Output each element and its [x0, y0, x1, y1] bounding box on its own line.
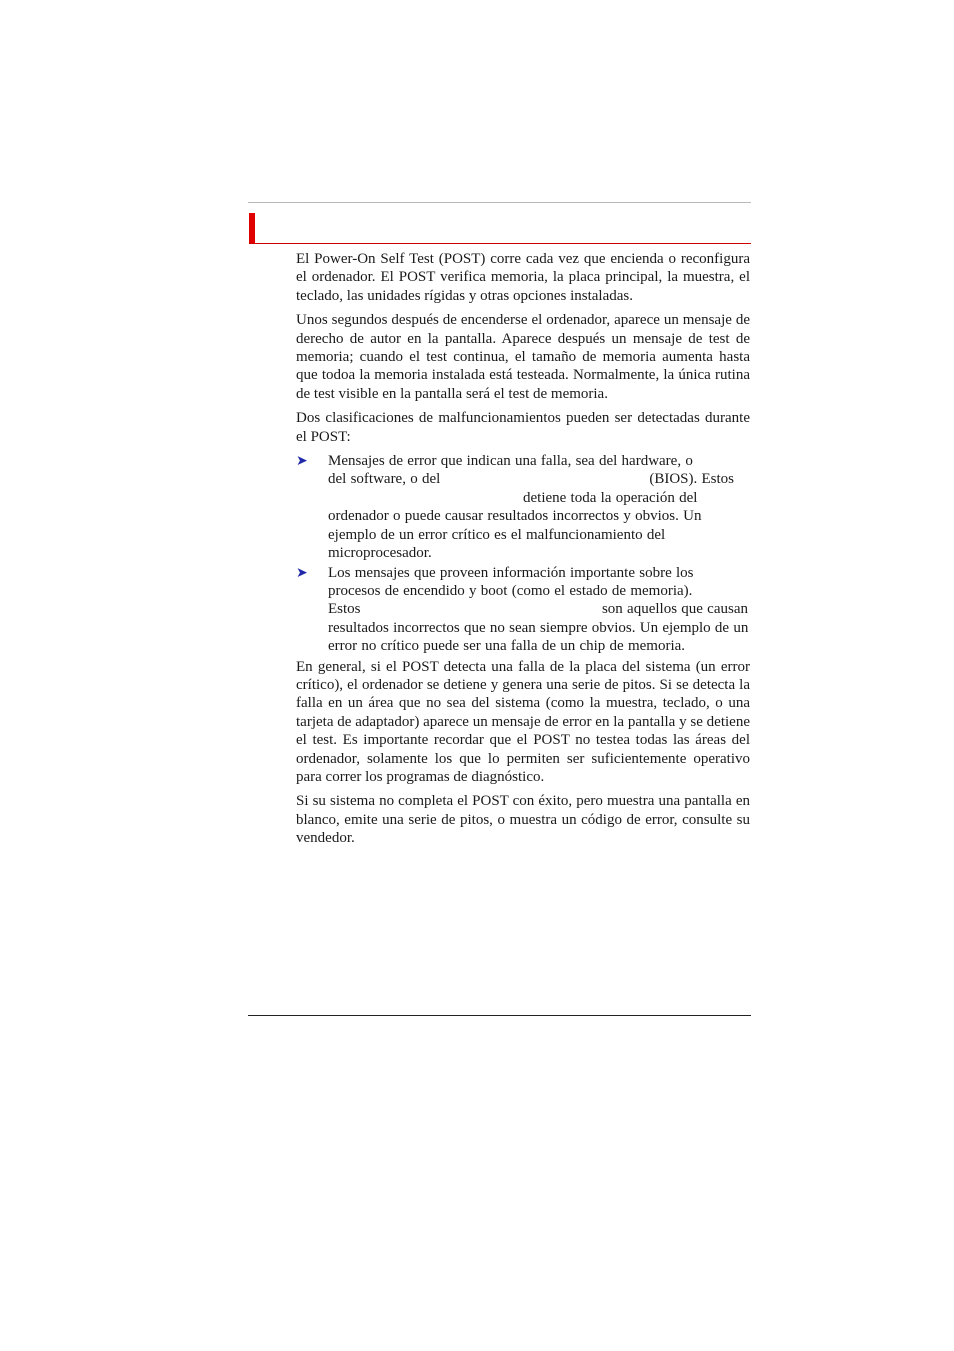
- bullet-line: detiene toda la operación del: [523, 489, 698, 506]
- bottom-rule: [248, 1015, 751, 1016]
- list-item-text: [328, 564, 750, 656]
- paragraph-post-behavior: En general, si el POST detecta una falla de la placa del sistema (un error crítico), el ordenador se detiene y genera una serie de pitos. Si se detecta la falla en un área que no sea del sistema (como la muestra, teclado, o una tarjeta de adaptador) aparece un mensaje de error en la pantalla y se detiene el test. Es importante recordar que el POST no testea todas las áreas del ordenador, solamente los que lo permiten ser suficientemente operativo para correr los programas de diagnóstico.: [296, 658, 750, 785]
- bullet-line-start: del software, o del: [328, 471, 441, 488]
- bullet-line: ordenador o puede causar resultados incorrectos y obvios. Un ejemplo de un error crítico es el malfuncionamiento del microprocesador.: [328, 508, 702, 562]
- bullet-line-end: (BIOS). Estos: [649, 471, 734, 488]
- bullet-line: Mensajes de error que indican una falla, sea del hardware, o: [328, 453, 693, 470]
- section-header: [249, 213, 751, 244]
- list-item-non-critical: [296, 564, 750, 656]
- arrowhead-bullet-icon: ➤: [296, 453, 308, 470]
- bullet-line: resultados incorrectos que no sean siempre obvios. Un ejemplo de un error no crítico puede ser una falla de un chip de memoria.: [328, 619, 749, 655]
- arrowhead-bullet-icon: ➤: [296, 564, 308, 581]
- paragraph-intro: El Power-On Self Test (POST) corre cada vez que encienda o reconfigura el ordenador. El POST verifica memoria, la placa principal, la muestra, el teclado, las unidades rígidas y otras opciones instaladas.: [296, 251, 750, 304]
- list-item-critical: [296, 452, 750, 562]
- paragraph-memory-test: Unos segundos después de encenderse el ordenador, aparece un mensaje de derecho de autor en la pantalla. Aparece después un mensaje de test de memoria; cuando el test continua, el tamaño de memoria aumenta hasta que todoa la memoria instalada está testeada. Normalmente, la única rutina de test visible en la pantalla será el test de memoria.: [296, 312, 750, 402]
- section-marker: [249, 213, 255, 243]
- malfunction-list: [296, 452, 750, 655]
- bullet-line-start: Estos: [328, 601, 361, 618]
- body-text: [296, 250, 750, 854]
- bullet-line: Los mensajes que proveen información importante sobre los procesos de encendido y boot (como el estado de memoria).: [328, 564, 694, 599]
- paragraph-classifications: Dos clasificaciones de malfuncionamientos pueden ser detectadas durante el POST:: [296, 410, 750, 445]
- bullet-line-end: son aquellos que causan: [601, 601, 748, 618]
- paragraph-contact-vendor: Si su sistema no completa el POST con éxito, pero muestra una pantalla en blanco, emite una serie de pitos, o muestra un código de error, consulte su vendedor.: [296, 793, 750, 847]
- top-rule: [248, 202, 751, 203]
- list-item-text: [328, 452, 750, 562]
